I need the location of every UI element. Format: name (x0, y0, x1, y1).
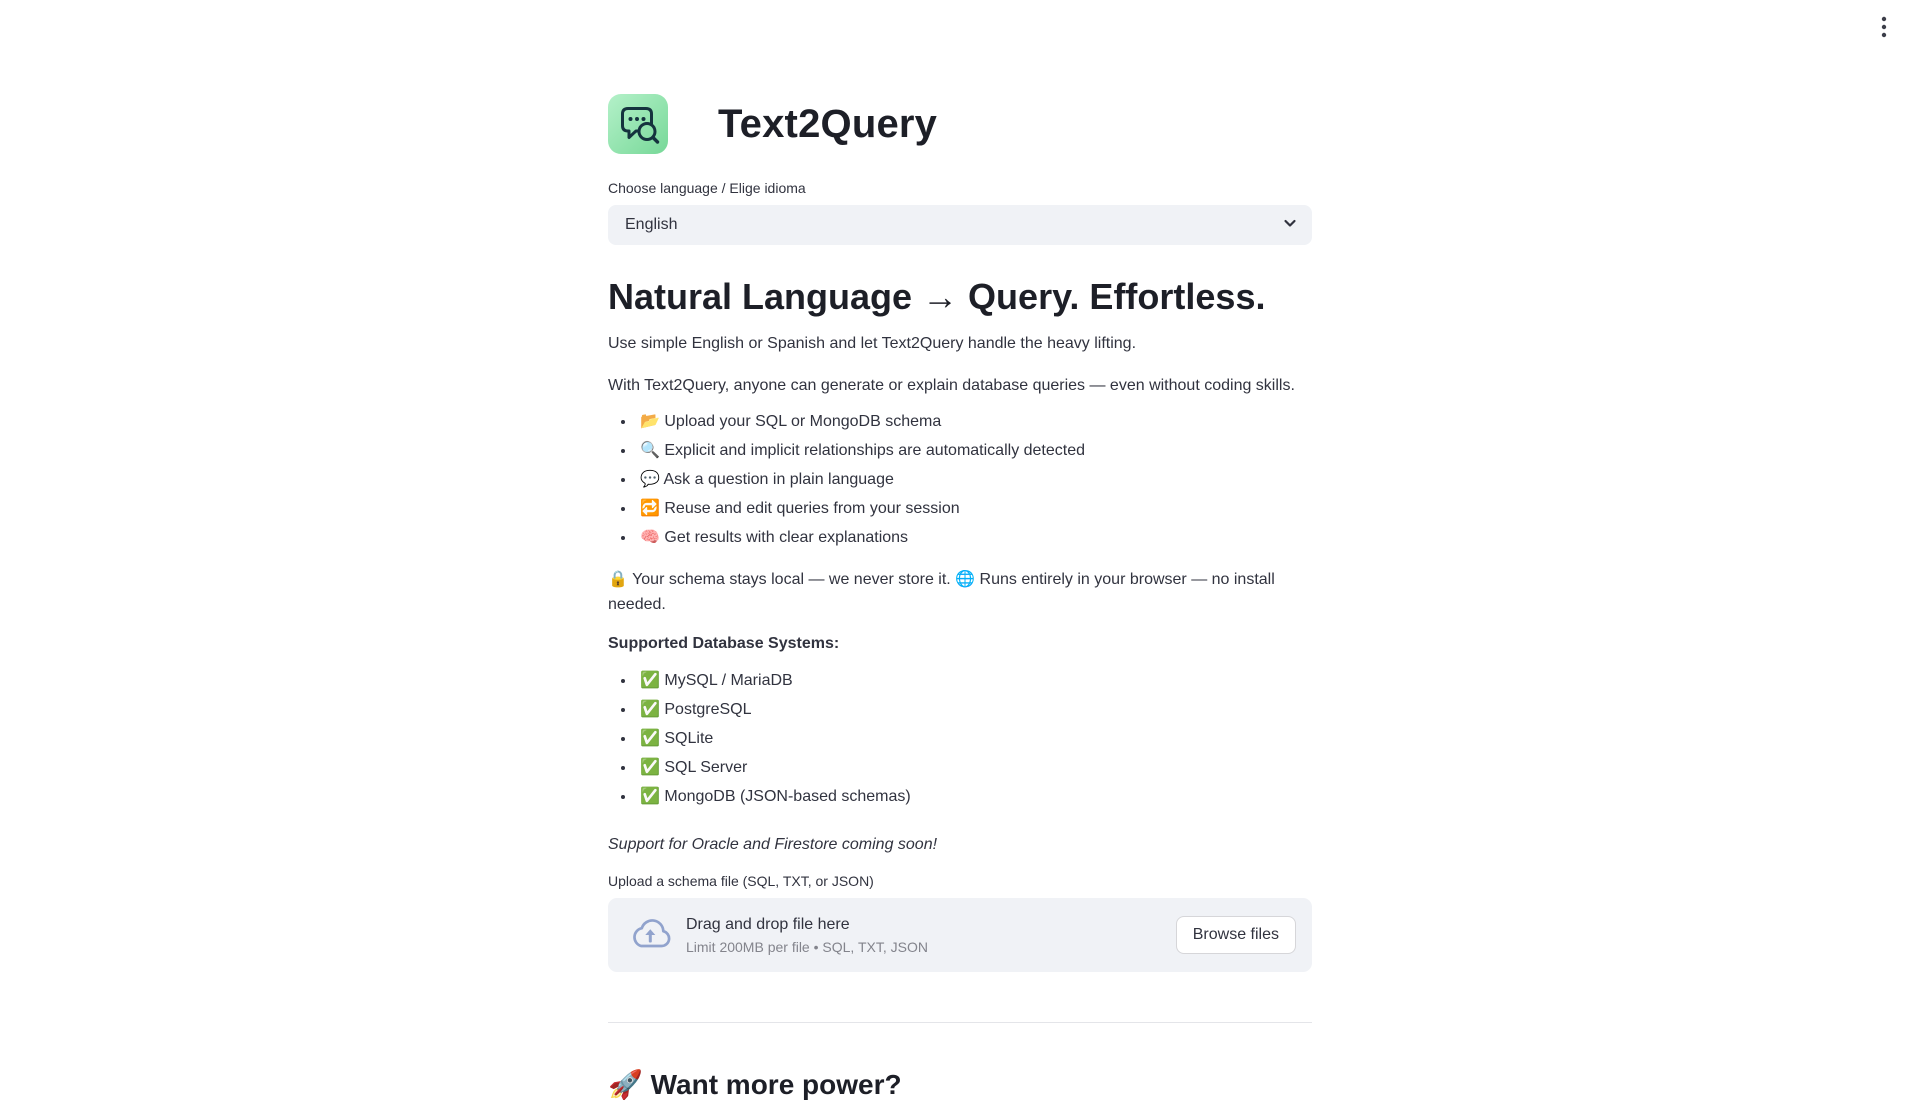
feature-item: • 🔍 Explicit and implicit relationships are automatically detected (636, 441, 1312, 460)
main-content-column (608, 0, 1312, 1102)
language-selected-value: English (625, 216, 678, 233)
want-more-power-heading: 🚀 Want more power? (608, 1069, 902, 1100)
feature-item: • 🧠 Get results with clear explanations (636, 528, 1312, 547)
supported-systems-heading: Supported Database Systems: (608, 635, 840, 652)
privacy-note: 🔒 Your schema stays local — we never store it. 🌐 Runs entirely in your browser — no install needed. (608, 571, 1275, 613)
file-dropzone[interactable] (608, 898, 1312, 972)
supported-system-item: • ✅ PostgreSQL (636, 700, 1312, 719)
browse-files-button[interactable]: Browse files (1176, 916, 1296, 954)
supported-system-item: • ✅ SQLite (636, 729, 1312, 748)
page-title: Text2Query (718, 102, 938, 146)
language-select-label: Choose language / Elige idioma (608, 180, 806, 196)
language-select[interactable] (608, 205, 1312, 245)
feature-list (608, 412, 1312, 547)
kebab-menu-icon (1872, 14, 1896, 43)
cloud-upload-icon (628, 915, 672, 956)
supported-system-item: • ✅ SQL Server (636, 758, 1312, 777)
file-uploader-label: Upload a schema file (SQL, TXT, or JSON) (608, 873, 874, 889)
hero-heading: Natural Language → Query. Effortless. (608, 276, 1266, 317)
intro-paragraph: Use simple English or Spanish and let Text2Query handle the heavy lifting. (608, 335, 1137, 352)
dropzone-title: Drag and drop file here (686, 916, 850, 933)
section-divider (608, 1022, 1312, 1023)
intro-paragraph: With Text2Query, anyone can generate or explain database queries — even without coding skills. (608, 377, 1295, 394)
dropzone-text (686, 914, 928, 956)
chevron-down-icon (1280, 213, 1300, 238)
supported-system-item: • ✅ MySQL / MariaDB (636, 671, 1312, 690)
dropzone-hint: Limit 200MB per file • SQL, TXT, JSON (686, 939, 928, 955)
chat-search-logo (608, 94, 668, 154)
feature-item: • 🔁 Reuse and edit queries from your session (636, 499, 1312, 518)
supported-system-item: • ✅ MongoDB (JSON-based schemas) (636, 787, 1312, 806)
supported-systems-list (608, 671, 1312, 806)
app-header (608, 94, 1312, 154)
coming-soon-note: Support for Oracle and Firestore coming soon! (608, 836, 938, 853)
feature-item: • 💬 Ask a question in plain language (636, 470, 1312, 489)
feature-item: • 📂 Upload your SQL or MongoDB schema (636, 412, 1312, 431)
app-menu-button[interactable] (1868, 12, 1900, 44)
